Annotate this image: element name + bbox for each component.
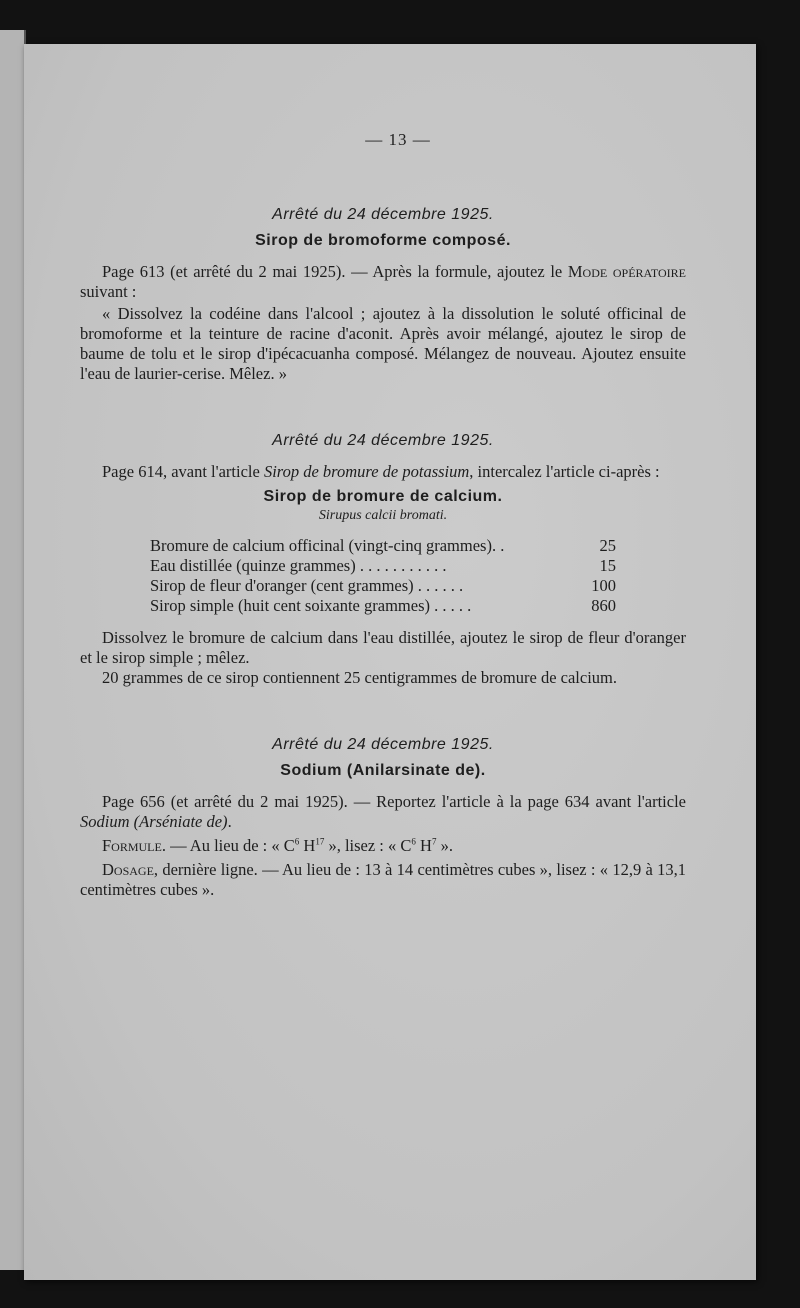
adjacent-page-edge [0, 30, 26, 1270]
latin-subtitle: Sirupus calcii bromati. [318, 508, 448, 523]
section-header: Arrêté du 24 décembre 1925. [272, 736, 494, 753]
ingredient-qty: 100 [591, 576, 616, 595]
ingredient-qty: 860 [591, 596, 616, 615]
formula-row [150, 596, 616, 616]
italic-term: Sirop de bromure de potassium [263, 462, 470, 481]
ingredient-qty: 25 [599, 536, 616, 555]
section-title: Sirop de bromoforme composé. [255, 232, 511, 249]
ingredient-label: Sirop de fleur d'oranger (cent grammes) . . . . . . [150, 576, 464, 595]
section-bromure-calcium [80, 432, 686, 688]
text-run: Page 613 (et arrêté du 2 mai 1925). — Après la formule, ajoutez le [102, 262, 568, 281]
smallcaps-term: Formule. [102, 836, 166, 855]
text-run: », lisez : « C [324, 836, 412, 855]
text-run: , dernière ligne. — Au lieu de : 13 à 14 centimètres cubes », lisez : « 12,9 à 13,1 centimètres cubes ». [80, 860, 686, 899]
text-run: H [415, 836, 432, 855]
text-run: suivant : [80, 282, 137, 301]
text-run: . [227, 812, 232, 831]
formula-table [150, 536, 616, 616]
smallcaps-term: Dosage [102, 860, 154, 879]
ingredient-label: Sirop simple (huit cent soixante grammes) . . . . . [150, 596, 472, 615]
paragraph [80, 792, 686, 832]
superscript: 6 [294, 836, 300, 847]
formula-row [150, 536, 616, 556]
paragraph: « Dissolvez la codéine dans l'alcool ; ajoutez à la dissolution le soluté officinal de bromoforme et la teinture de racine d'aconit. Après avoir mélangé, ajoutez le sirop de baume de tolu et le sirop d'ipécacuanha composé. Mélangez de nouveau. Ajoutez ensuite l'eau de laurier-cerise. Mêlez. » [80, 304, 686, 383]
section-header: Arrêté du 24 décembre 1925. [272, 432, 494, 449]
smallcaps-term: Mode opératoire [567, 262, 687, 281]
ingredient-qty: 15 [599, 556, 616, 575]
text-run: Page 656 (et arrêté du 2 mai 1925). — Reportez l'article à la page 634 avant l'article [102, 792, 686, 811]
paragraph: Dissolvez le bromure de calcium dans l'eau distillée, ajoutez le sirop de fleur d'oranger et le sirop simple ; mêlez. [80, 628, 686, 667]
paragraph [80, 462, 686, 482]
document-page [24, 44, 756, 1280]
section-title: Sodium (Anilarsinate de). [280, 762, 486, 779]
page-content [80, 130, 686, 900]
section-bromoforme [80, 206, 686, 384]
superscript: 6 [411, 836, 416, 847]
section-title: Sirop de bromure de calcium. [263, 488, 503, 505]
text-run: ». [436, 836, 453, 855]
text-run: — Au lieu de : « C [165, 836, 295, 855]
superscript: 17 [315, 836, 325, 847]
section-header: Arrêté du 24 décembre 1925. [272, 206, 494, 223]
page-number: — 13 — [365, 130, 431, 149]
section-sodium [80, 736, 686, 900]
italic-term: Sodium (Arséniate de) [80, 812, 228, 831]
text-run: , intercalez l'article ci-après : [469, 462, 660, 481]
formula-row [150, 576, 616, 596]
text-run: H [299, 836, 316, 855]
paragraph [80, 836, 686, 856]
paragraph [80, 860, 686, 900]
ingredient-label: Eau distillée (quinze grammes) . . . . . . . . . . . [150, 556, 447, 575]
formula-row [150, 556, 616, 576]
ingredient-label: Bromure de calcium officinal (vingt-cinq grammes). . [150, 536, 505, 555]
superscript: 7 [431, 836, 437, 847]
text-run: Page 614, avant l'article [102, 462, 264, 481]
paragraph: 20 grammes de ce sirop contiennent 25 centigrammes de bromure de calcium. [102, 668, 617, 687]
paragraph [80, 262, 686, 302]
